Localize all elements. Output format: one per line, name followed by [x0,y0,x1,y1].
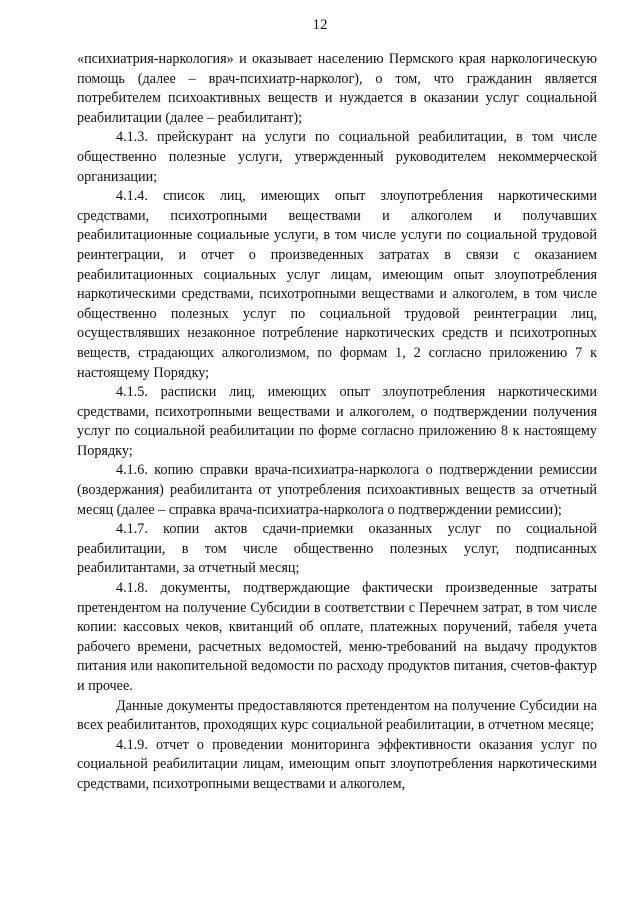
paragraph-item-4-1-7: 4.1.7. копии актов сдачи-приемки оказанных услуг по социальной реабилитации, в том числе общественно полезных услуг, подписанных реабилитантами, за отчетный месяц; [77,521,597,577]
paragraph-data-documents: Данные документы предоставляются претендентом на получение Субсидии на всех реабилитантов, проходящих курс социальной реабилитации, в отчетном месяце; [77,697,597,734]
paragraph-item-4-1-4: 4.1.4. список лиц, имеющих опыт злоупотребления наркотическими средствами, психотропными веществами и алкоголем и получавших реабилитационные социальные услуги, в том числе услуги по социальной трудовой реинтеграции, и отчет о произведенных затратах в связи с оказанием реабилитационных социальных услуг лицам, имеющим опыт злоупотребления наркотическими средствами, психотропными веществами и алкоголем, в том числе общественно полезных услуг по социальной трудовой реинтеграции лиц, осуществлявших незаконное потребление наркотических средств и психотропных веществ, страдающих алкоголизмом, по формам 1, 2 согласно приложению 7 к настоящему Порядку; [77,188,597,381]
paragraph-item-4-1-6: 4.1.6. копию справки врача-психиатра-нарколога о подтверждении ремиссии (воздержания) реабилитанта от употребления психоактивных веществ за отчетный месяц (далее – справка врача-психиатра-нарколога о подтверждении ремиссии); [77,462,597,518]
page-number: 12 [312,17,328,33]
paragraph-item-4-1-3: 4.1.3. прейскурант на услуги по социальной реабилитации, в том числе общественно полезные услуги, утвержденный руководителем некоммерческой организации; [77,129,597,185]
paragraph-item-4-1-5: 4.1.5. расписки лиц, имеющих опыт злоупотребления наркотическими средствами, психотропными веществами и алкоголем, о подтверждении получения услуг по социальной реабилитации по форме согласно приложению 8 к настоящему Порядку; [77,384,597,459]
paragraph-item-4-1-8: 4.1.8. документы, подтверждающие фактически произведенные затраты претендентом на получение Субсидии в соответствии с Перечнем затрат, в том числе копии: кассовых чеков, квитанций об оплате, платежных поручений, табеля учета рабочего времени, расчетных ведомостей, меню-требований на выдачу продуктов питания или накопительной ведомости по расходу продуктов питания, счетов-фактур и прочее. [77,580,597,694]
paragraph-item-4-1-9: 4.1.9. отчет о проведении мониторинга эффективности оказания услуг по социальной реабилитации лицам, имеющим опыт злоупотребления наркотическими средствами, психотропными веществами и алкоголем, [77,736,597,792]
document-body [77,50,597,795]
paragraph-continuation: «психиатрия-наркология» и оказывает населению Пермского края наркологическую помощь (далее – врач-психиатр-нарколог), о том, что гражданин является потребителем психоактивных веществ и нуждается в оказании услуг социальной реабилитации (далее – реабилитант); [77,51,597,126]
